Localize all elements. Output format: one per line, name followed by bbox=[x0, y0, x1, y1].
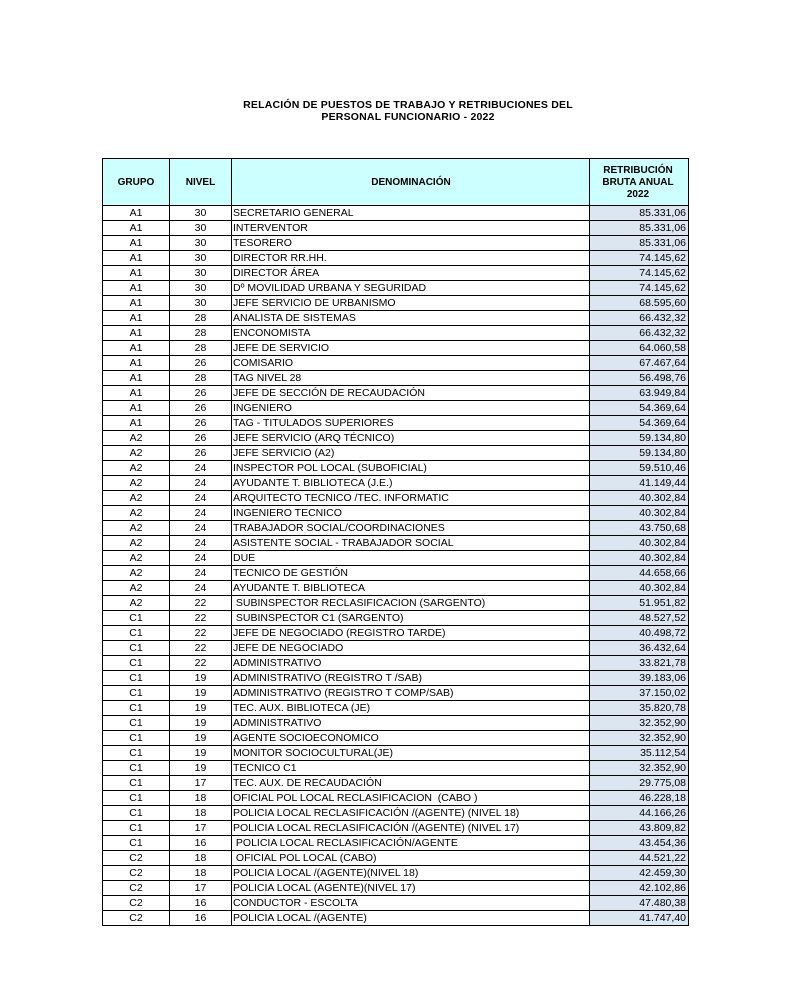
cell-retribucion: 43.454,36 bbox=[590, 836, 689, 851]
table-row bbox=[103, 896, 689, 911]
cell-denominacion: INGENIERO TECNICO bbox=[232, 506, 590, 521]
table-row bbox=[103, 746, 689, 761]
cell-grupo: C2 bbox=[103, 851, 170, 866]
cell-retribucion: 44.521,22 bbox=[590, 851, 689, 866]
cell-grupo: C1 bbox=[103, 836, 170, 851]
table-row bbox=[103, 701, 689, 716]
cell-denominacion: OFICIAL POL LOCAL RECLASIFICACION (CABO ) bbox=[232, 791, 590, 806]
cell-grupo: A1 bbox=[103, 386, 170, 401]
cell-grupo: C1 bbox=[103, 626, 170, 641]
cell-retribucion: 85.331,06 bbox=[590, 206, 689, 221]
cell-nivel: 17 bbox=[170, 821, 232, 836]
cell-denominacion: ADMINISTRATIVO bbox=[232, 716, 590, 731]
cell-nivel: 18 bbox=[170, 851, 232, 866]
document-title bbox=[0, 99, 792, 123]
cell-nivel: 19 bbox=[170, 671, 232, 686]
table-row bbox=[103, 506, 689, 521]
cell-denominacion: AYUDANTE T. BIBLIOTECA bbox=[232, 581, 590, 596]
cell-nivel: 30 bbox=[170, 236, 232, 251]
cell-grupo: C1 bbox=[103, 611, 170, 626]
cell-retribucion: 46.228,18 bbox=[590, 791, 689, 806]
cell-nivel: 22 bbox=[170, 611, 232, 626]
cell-grupo: A2 bbox=[103, 476, 170, 491]
cell-retribucion: 43.809,82 bbox=[590, 821, 689, 836]
cell-retribucion: 59.134,80 bbox=[590, 431, 689, 446]
table-row bbox=[103, 806, 689, 821]
cell-denominacion: JEFE SERVICIO DE URBANISMO bbox=[232, 296, 590, 311]
cell-denominacion: POLICIA LOCAL RECLASIFICACIÓN /(AGENTE) (NIVEL 18) bbox=[232, 806, 590, 821]
table-row bbox=[103, 296, 689, 311]
cell-grupo: C2 bbox=[103, 896, 170, 911]
cell-denominacion: ADMINISTRATIVO (REGISTRO T COMP/SAB) bbox=[232, 686, 590, 701]
cell-retribucion: 32.352,90 bbox=[590, 716, 689, 731]
cell-denominacion: JEFE SERVICIO (A2) bbox=[232, 446, 590, 461]
table-row bbox=[103, 266, 689, 281]
cell-nivel: 30 bbox=[170, 266, 232, 281]
cell-retribucion: 35.820,78 bbox=[590, 701, 689, 716]
table-row bbox=[103, 716, 689, 731]
table-row bbox=[103, 566, 689, 581]
cell-retribucion: 40.302,84 bbox=[590, 491, 689, 506]
cell-retribucion: 42.102,86 bbox=[590, 881, 689, 896]
cell-retribucion: 64.060,58 bbox=[590, 341, 689, 356]
cell-denominacion: TEC. AUX. BIBLIOTECA (JE) bbox=[232, 701, 590, 716]
cell-grupo: A2 bbox=[103, 596, 170, 611]
table-row bbox=[103, 251, 689, 266]
table-row bbox=[103, 851, 689, 866]
cell-nivel: 18 bbox=[170, 806, 232, 821]
cell-denominacion: TAG NIVEL 28 bbox=[232, 371, 590, 386]
cell-retribucion: 85.331,06 bbox=[590, 236, 689, 251]
cell-retribucion: 40.302,84 bbox=[590, 551, 689, 566]
cell-nivel: 22 bbox=[170, 626, 232, 641]
header-grupo: GRUPO bbox=[103, 159, 170, 206]
table-row bbox=[103, 446, 689, 461]
cell-denominacion: JEFE DE SERVICIO bbox=[232, 341, 590, 356]
header-retribucion bbox=[590, 159, 689, 206]
cell-retribucion: 41.747,40 bbox=[590, 911, 689, 926]
cell-grupo: C1 bbox=[103, 806, 170, 821]
table-row bbox=[103, 281, 689, 296]
cell-denominacion: AYUDANTE T. BIBLIOTECA (J.E.) bbox=[232, 476, 590, 491]
table-row bbox=[103, 356, 689, 371]
cell-grupo: C1 bbox=[103, 656, 170, 671]
cell-grupo: A1 bbox=[103, 281, 170, 296]
header-retribucion-line-3: 2022 bbox=[626, 189, 650, 200]
cell-nivel: 24 bbox=[170, 581, 232, 596]
cell-nivel: 16 bbox=[170, 896, 232, 911]
table-row bbox=[103, 911, 689, 926]
cell-grupo: A1 bbox=[103, 296, 170, 311]
cell-nivel: 22 bbox=[170, 596, 232, 611]
cell-nivel: 30 bbox=[170, 281, 232, 296]
cell-nivel: 19 bbox=[170, 746, 232, 761]
cell-denominacion: POLICIA LOCAL (AGENTE)(NIVEL 17) bbox=[232, 881, 590, 896]
cell-nivel: 19 bbox=[170, 686, 232, 701]
cell-grupo: A1 bbox=[103, 206, 170, 221]
cell-grupo: A1 bbox=[103, 341, 170, 356]
table-row bbox=[103, 791, 689, 806]
cell-retribucion: 51.951,82 bbox=[590, 596, 689, 611]
cell-grupo: A2 bbox=[103, 446, 170, 461]
table-row bbox=[103, 551, 689, 566]
table-row bbox=[103, 386, 689, 401]
table-row bbox=[103, 836, 689, 851]
cell-nivel: 26 bbox=[170, 356, 232, 371]
cell-nivel: 30 bbox=[170, 296, 232, 311]
cell-denominacion: ASISTENTE SOCIAL - TRABAJADOR SOCIAL bbox=[232, 536, 590, 551]
title-line-1: RELACIÓN DE PUESTOS DE TRABAJO Y RETRIBUCIONES DEL bbox=[243, 99, 573, 111]
cell-denominacion: SECRETARIO GENERAL bbox=[232, 206, 590, 221]
cell-grupo: A2 bbox=[103, 566, 170, 581]
cell-nivel: 18 bbox=[170, 791, 232, 806]
cell-denominacion: COMISARIO bbox=[232, 356, 590, 371]
cell-grupo: A2 bbox=[103, 536, 170, 551]
cell-denominacion: ARQUITECTO TECNICO /TEC. INFORMATIC bbox=[232, 491, 590, 506]
table-row bbox=[103, 581, 689, 596]
cell-grupo: A2 bbox=[103, 431, 170, 446]
cell-denominacion: JEFE DE NEGOCIADO bbox=[232, 641, 590, 656]
cell-denominacion: POLICIA LOCAL RECLASIFICACIÓN/AGENTE bbox=[232, 836, 590, 851]
cell-retribucion: 33.821,78 bbox=[590, 656, 689, 671]
cell-grupo: A1 bbox=[103, 236, 170, 251]
cell-nivel: 24 bbox=[170, 536, 232, 551]
cell-grupo: A1 bbox=[103, 371, 170, 386]
cell-retribucion: 74.145,62 bbox=[590, 251, 689, 266]
cell-denominacion: Dº MOVILIDAD URBANA Y SEGURIDAD bbox=[232, 281, 590, 296]
header-retribucion-line-1: RETRIBUCIÓN bbox=[603, 165, 673, 176]
table-row bbox=[103, 866, 689, 881]
table-row bbox=[103, 641, 689, 656]
cell-denominacion: JEFE DE NEGOCIADO (REGISTRO TARDE) bbox=[232, 626, 590, 641]
cell-grupo: C1 bbox=[103, 776, 170, 791]
table-row bbox=[103, 611, 689, 626]
cell-nivel: 19 bbox=[170, 761, 232, 776]
cell-nivel: 30 bbox=[170, 206, 232, 221]
table-row bbox=[103, 596, 689, 611]
cell-grupo: C1 bbox=[103, 746, 170, 761]
cell-grupo: C1 bbox=[103, 791, 170, 806]
cell-grupo: A1 bbox=[103, 356, 170, 371]
cell-retribucion: 40.302,84 bbox=[590, 581, 689, 596]
cell-denominacion: MONITOR SOCIOCULTURAL(JE) bbox=[232, 746, 590, 761]
table-row bbox=[103, 461, 689, 476]
cell-denominacion: AGENTE SOCIOECONOMICO bbox=[232, 731, 590, 746]
cell-nivel: 19 bbox=[170, 731, 232, 746]
cell-retribucion: 42.459,30 bbox=[590, 866, 689, 881]
cell-nivel: 30 bbox=[170, 221, 232, 236]
header-nivel: NIVEL bbox=[170, 159, 232, 206]
cell-grupo: A2 bbox=[103, 506, 170, 521]
cell-denominacion: INTERVENTOR bbox=[232, 221, 590, 236]
cell-retribucion: 40.302,84 bbox=[590, 506, 689, 521]
cell-grupo: A1 bbox=[103, 311, 170, 326]
cell-retribucion: 40.302,84 bbox=[590, 536, 689, 551]
cell-nivel: 18 bbox=[170, 866, 232, 881]
cell-denominacion: TAG - TITULADOS SUPERIORES bbox=[232, 416, 590, 431]
cell-nivel: 24 bbox=[170, 491, 232, 506]
table-row bbox=[103, 761, 689, 776]
cell-denominacion: ANALISTA DE SISTEMAS bbox=[232, 311, 590, 326]
cell-nivel: 28 bbox=[170, 371, 232, 386]
cell-grupo: A1 bbox=[103, 221, 170, 236]
cell-grupo: C2 bbox=[103, 866, 170, 881]
cell-grupo: C1 bbox=[103, 761, 170, 776]
table-row bbox=[103, 491, 689, 506]
table-row bbox=[103, 821, 689, 836]
cell-grupo: A1 bbox=[103, 401, 170, 416]
cell-retribucion: 36.432,64 bbox=[590, 641, 689, 656]
table-row bbox=[103, 536, 689, 551]
cell-nivel: 16 bbox=[170, 836, 232, 851]
table-row bbox=[103, 476, 689, 491]
cell-nivel: 26 bbox=[170, 401, 232, 416]
cell-retribucion: 74.145,62 bbox=[590, 266, 689, 281]
cell-retribucion: 54.369,64 bbox=[590, 416, 689, 431]
cell-nivel: 24 bbox=[170, 551, 232, 566]
table-row bbox=[103, 521, 689, 536]
cell-nivel: 22 bbox=[170, 641, 232, 656]
cell-denominacion: TECNICO C1 bbox=[232, 761, 590, 776]
cell-nivel: 17 bbox=[170, 881, 232, 896]
cell-nivel: 19 bbox=[170, 716, 232, 731]
cell-grupo: A1 bbox=[103, 416, 170, 431]
cell-denominacion: SUBINSPECTOR RECLASIFICACION (SARGENTO) bbox=[232, 596, 590, 611]
cell-grupo: A1 bbox=[103, 251, 170, 266]
cell-nivel: 26 bbox=[170, 386, 232, 401]
cell-denominacion: JEFE DE SECCIÓN DE RECAUDACIÓN bbox=[232, 386, 590, 401]
cell-grupo: C2 bbox=[103, 881, 170, 896]
cell-retribucion: 54.369,64 bbox=[590, 401, 689, 416]
cell-retribucion: 59.134,80 bbox=[590, 446, 689, 461]
table-row bbox=[103, 236, 689, 251]
cell-denominacion: INGENIERO bbox=[232, 401, 590, 416]
cell-grupo: C1 bbox=[103, 716, 170, 731]
cell-denominacion: CONDUCTOR - ESCOLTA bbox=[232, 896, 590, 911]
cell-denominacion: ADMINISTRATIVO bbox=[232, 656, 590, 671]
cell-nivel: 26 bbox=[170, 416, 232, 431]
table-row bbox=[103, 881, 689, 896]
cell-grupo: A2 bbox=[103, 521, 170, 536]
cell-denominacion: DUE bbox=[232, 551, 590, 566]
cell-grupo: C2 bbox=[103, 911, 170, 926]
table-row bbox=[103, 341, 689, 356]
title-line-2: PERSONAL FUNCIONARIO - 2022 bbox=[321, 111, 495, 123]
table-row bbox=[103, 671, 689, 686]
cell-denominacion: JEFE SERVICIO (ARQ TÉCNICO) bbox=[232, 431, 590, 446]
table-row bbox=[103, 416, 689, 431]
cell-denominacion: TEC. AUX. DE RECAUDACIÓN bbox=[232, 776, 590, 791]
cell-nivel: 26 bbox=[170, 431, 232, 446]
header-retribucion-line-2: BRUTA ANUAL bbox=[602, 177, 674, 188]
cell-nivel: 28 bbox=[170, 311, 232, 326]
cell-nivel: 24 bbox=[170, 566, 232, 581]
cell-grupo: A1 bbox=[103, 326, 170, 341]
cell-retribucion: 40.498,72 bbox=[590, 626, 689, 641]
cell-denominacion: TECNICO DE GESTIÓN bbox=[232, 566, 590, 581]
cell-retribucion: 35.112,54 bbox=[590, 746, 689, 761]
cell-retribucion: 32.352,90 bbox=[590, 731, 689, 746]
cell-denominacion: TESORERO bbox=[232, 236, 590, 251]
cell-denominacion: POLICIA LOCAL RECLASIFICACIÓN /(AGENTE) (NIVEL 17) bbox=[232, 821, 590, 836]
cell-retribucion: 44.166,26 bbox=[590, 806, 689, 821]
cell-denominacion: DIRECTOR ÁREA bbox=[232, 266, 590, 281]
cell-retribucion: 68.595,60 bbox=[590, 296, 689, 311]
cell-grupo: C1 bbox=[103, 701, 170, 716]
cell-denominacion: POLICIA LOCAL /(AGENTE) bbox=[232, 911, 590, 926]
table-row bbox=[103, 626, 689, 641]
cell-grupo: A2 bbox=[103, 461, 170, 476]
table-row bbox=[103, 206, 689, 221]
cell-grupo: A1 bbox=[103, 266, 170, 281]
table-row bbox=[103, 656, 689, 671]
cell-denominacion: ADMINISTRATIVO (REGISTRO T /SAB) bbox=[232, 671, 590, 686]
cell-retribucion: 39.183,06 bbox=[590, 671, 689, 686]
table-row bbox=[103, 401, 689, 416]
cell-denominacion: TRABAJADOR SOCIAL/COORDINACIONES bbox=[232, 521, 590, 536]
cell-retribucion: 41.149,44 bbox=[590, 476, 689, 491]
cell-retribucion: 56.498,76 bbox=[590, 371, 689, 386]
table-row bbox=[103, 221, 689, 236]
cell-grupo: C1 bbox=[103, 731, 170, 746]
cell-grupo: C1 bbox=[103, 821, 170, 836]
cell-grupo: A2 bbox=[103, 581, 170, 596]
cell-retribucion: 32.352,90 bbox=[590, 761, 689, 776]
cell-nivel: 17 bbox=[170, 776, 232, 791]
cell-nivel: 24 bbox=[170, 506, 232, 521]
cell-nivel: 30 bbox=[170, 251, 232, 266]
cell-grupo: C1 bbox=[103, 686, 170, 701]
table-row bbox=[103, 311, 689, 326]
table-row bbox=[103, 686, 689, 701]
cell-grupo: A2 bbox=[103, 551, 170, 566]
cell-retribucion: 37.150,02 bbox=[590, 686, 689, 701]
cell-retribucion: 43.750,68 bbox=[590, 521, 689, 536]
cell-denominacion: OFICIAL POL LOCAL (CABO) bbox=[232, 851, 590, 866]
cell-retribucion: 85.331,06 bbox=[590, 221, 689, 236]
cell-retribucion: 47.480,38 bbox=[590, 896, 689, 911]
cell-retribucion: 44.658,66 bbox=[590, 566, 689, 581]
cell-retribucion: 63.949,84 bbox=[590, 386, 689, 401]
table-body bbox=[103, 206, 689, 926]
cell-nivel: 22 bbox=[170, 656, 232, 671]
cell-denominacion: SUBINSPECTOR C1 (SARGENTO) bbox=[232, 611, 590, 626]
table-row bbox=[103, 731, 689, 746]
cell-nivel: 28 bbox=[170, 341, 232, 356]
cell-retribucion: 66.432,32 bbox=[590, 326, 689, 341]
cell-nivel: 19 bbox=[170, 701, 232, 716]
cell-nivel: 28 bbox=[170, 326, 232, 341]
table-row bbox=[103, 431, 689, 446]
cell-retribucion: 74.145,62 bbox=[590, 281, 689, 296]
cell-retribucion: 67.467,64 bbox=[590, 356, 689, 371]
cell-denominacion: INSPECTOR POL LOCAL (SUBOFICIAL) bbox=[232, 461, 590, 476]
table-row bbox=[103, 326, 689, 341]
cell-retribucion: 29.775,08 bbox=[590, 776, 689, 791]
table-header-row bbox=[103, 159, 689, 206]
header-denominacion: DENOMINACIÓN bbox=[232, 159, 590, 206]
cell-nivel: 26 bbox=[170, 446, 232, 461]
table-row bbox=[103, 776, 689, 791]
cell-nivel: 24 bbox=[170, 521, 232, 536]
cell-denominacion: ENCONOMISTA bbox=[232, 326, 590, 341]
cell-retribucion: 66.432,32 bbox=[590, 311, 689, 326]
cell-denominacion: DIRECTOR RR.HH. bbox=[232, 251, 590, 266]
cell-retribucion: 59.510,46 bbox=[590, 461, 689, 476]
cell-retribucion: 48.527,52 bbox=[590, 611, 689, 626]
cell-grupo: C1 bbox=[103, 671, 170, 686]
rpt-table bbox=[102, 158, 689, 926]
cell-denominacion: POLICIA LOCAL /(AGENTE)(NIVEL 18) bbox=[232, 866, 590, 881]
cell-grupo: C1 bbox=[103, 641, 170, 656]
cell-nivel: 24 bbox=[170, 476, 232, 491]
cell-nivel: 16 bbox=[170, 911, 232, 926]
cell-nivel: 24 bbox=[170, 461, 232, 476]
cell-grupo: A2 bbox=[103, 491, 170, 506]
table-row bbox=[103, 371, 689, 386]
